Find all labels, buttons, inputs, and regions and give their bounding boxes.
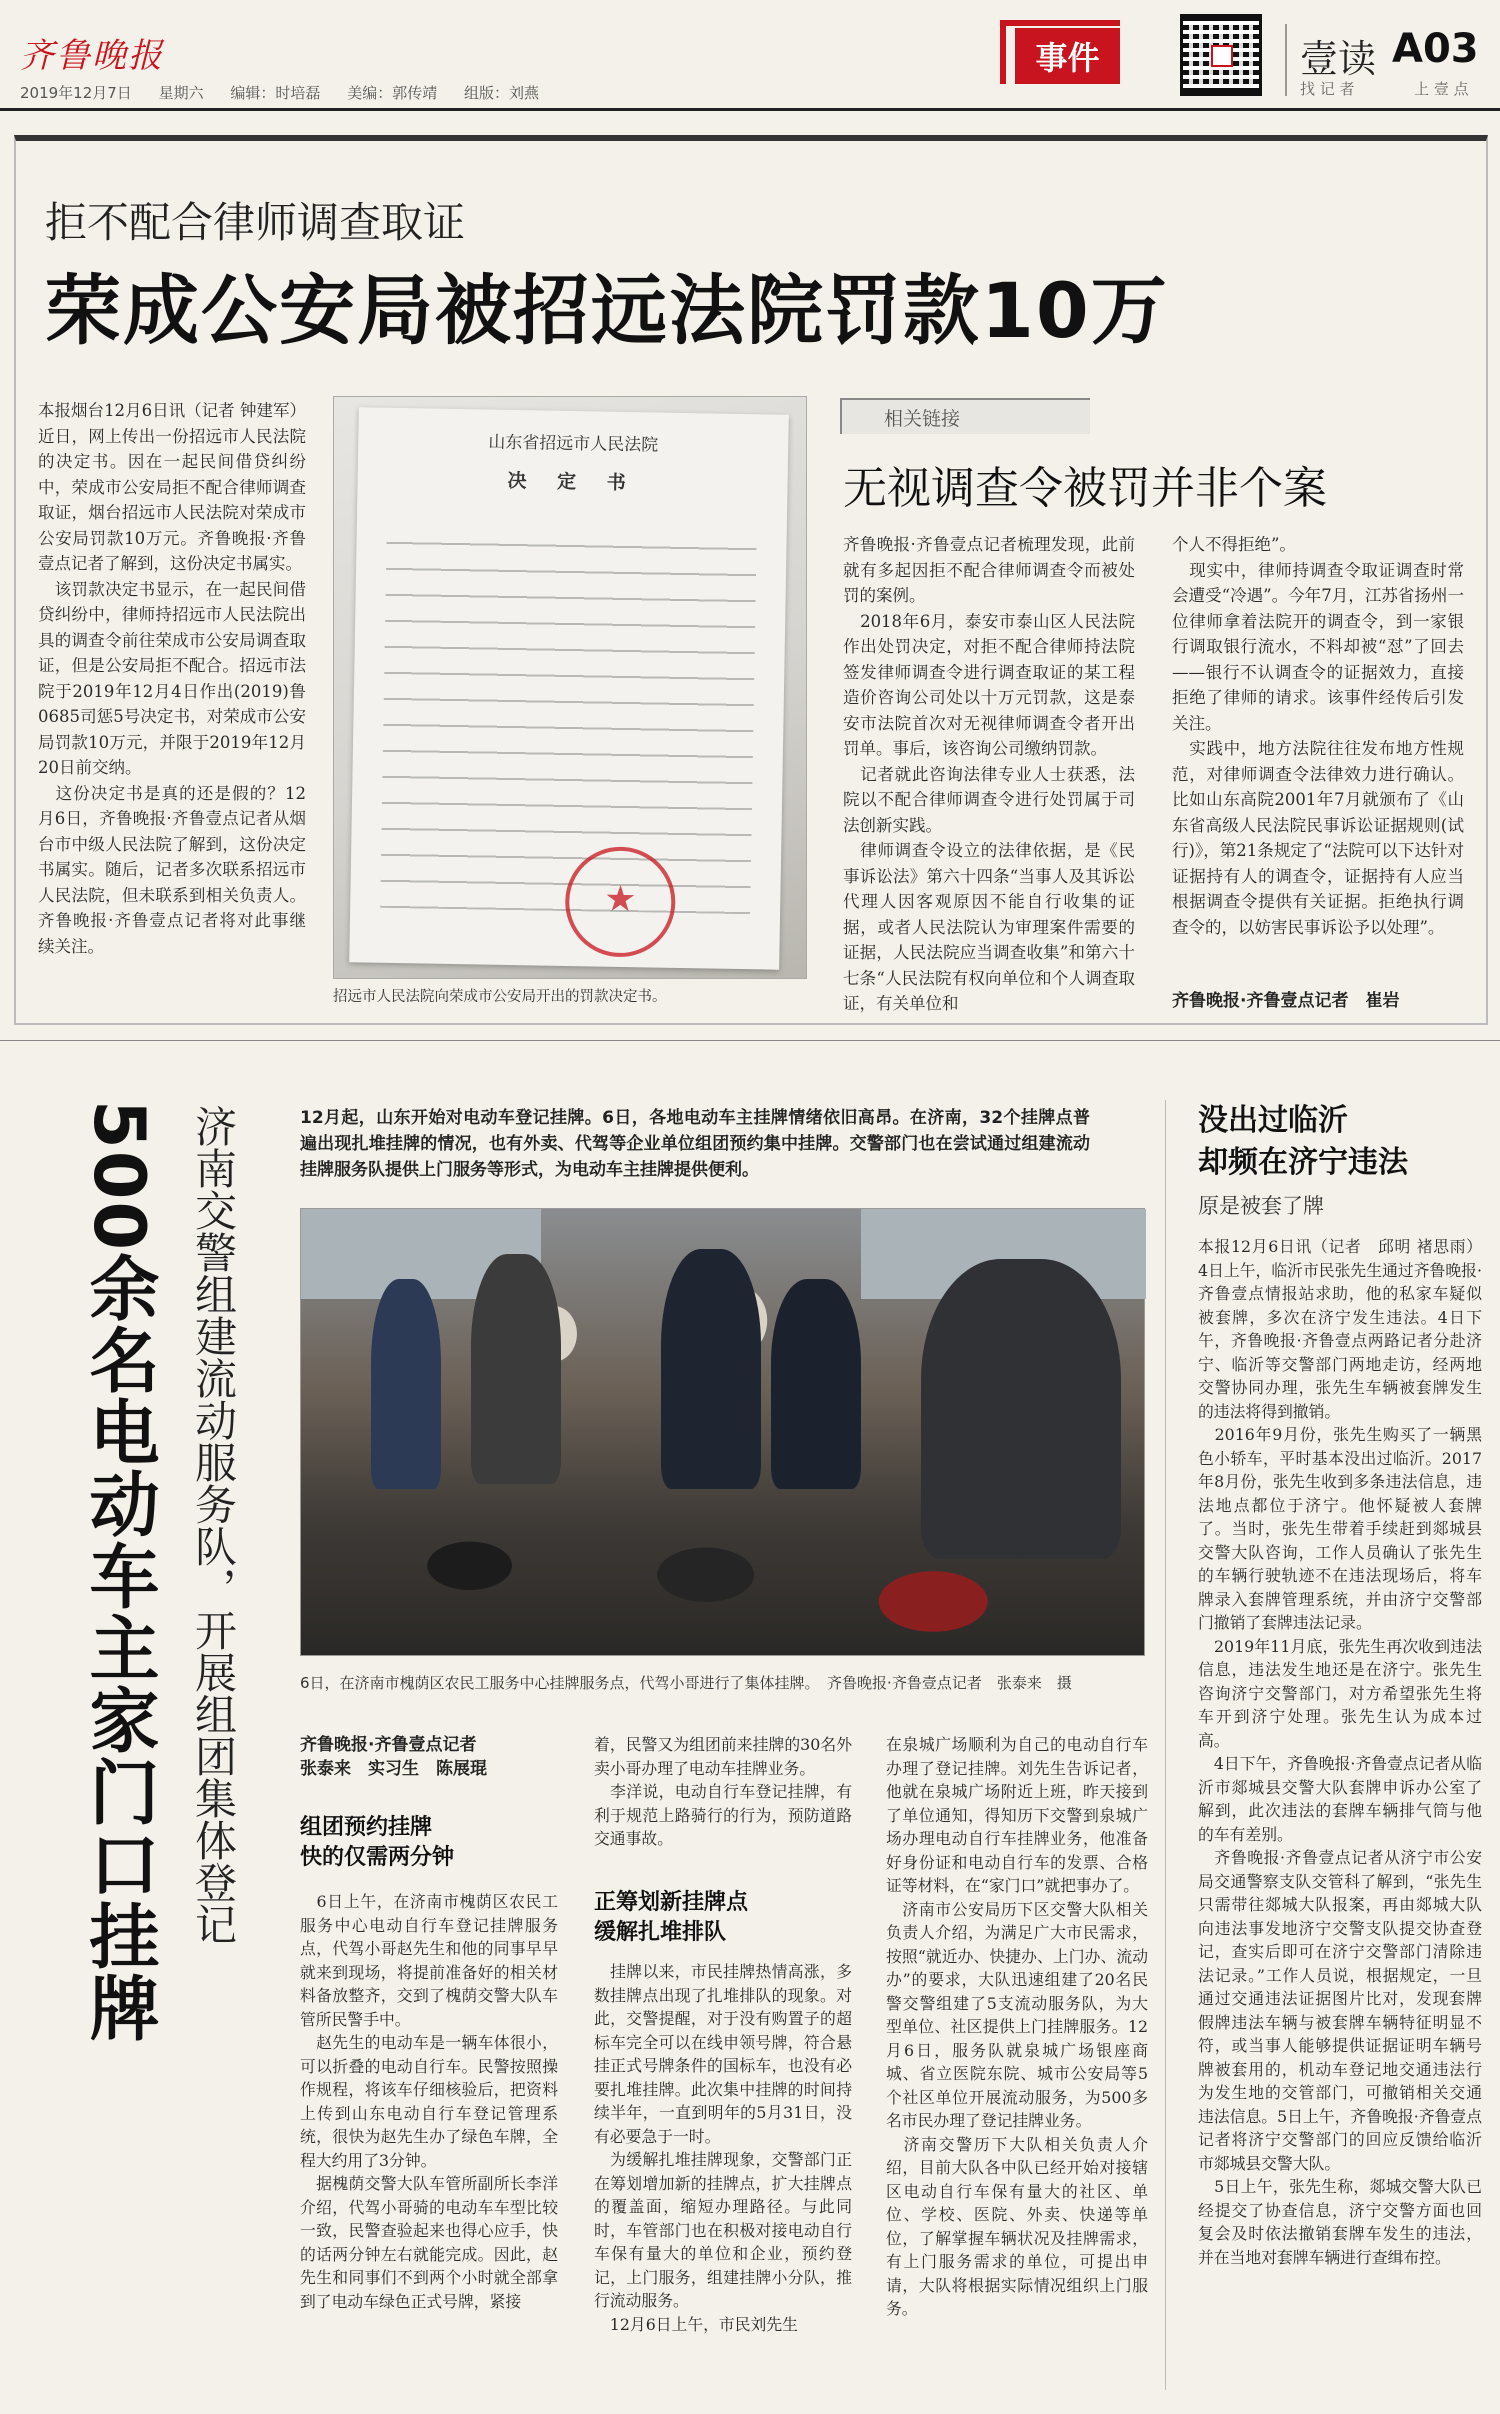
masthead xyxy=(0,0,1500,115)
story3-headline-line-1: 没出过临沂 xyxy=(1198,1103,1348,1138)
story2-byline-outlet: 齐鲁晚报·齐鲁壹点记者 xyxy=(300,1735,477,1755)
art-credit: 美编：郭传靖 xyxy=(347,84,438,102)
story-column-divider xyxy=(1165,1100,1166,2390)
masthead-rule xyxy=(0,108,1500,111)
story3-subheadline: 原是被套了牌 xyxy=(1198,1194,1324,1218)
story2-headline: 500余名电动车主家门口挂牌 xyxy=(78,1100,160,2045)
related-column-1: 齐鲁晚报·齐鲁壹点记者梳理发现，此前就有多起因拒不配合律师调查令而被处罚的案例。 2018年6月，泰安市泰山区人民法院作出处罚决定，对拒不配合律师持法院签发律师调查令进行调查取证的某工程造价咨询公司处以十万元罚款，这是泰安市法院首次对无视律师调查令者开出罚单。事后，该咨询公司缴纳罚款。 记者就此咨询法律专业人士获悉，法院以不配合律师调查令进行处罚属于司法创新实践。 律师调查令设立的法律依据，是《民事诉讼法》第六十四条“当事人及其诉讼代理人因客观原因不能自行收集的证据，或者人民法院认为审理案件需要的证据，人民法院应当调查收集”和第六十七条“人民法院有权向单位和个人调查取证，有关单位和 xyxy=(843,535,1135,1013)
decision-document xyxy=(349,407,789,969)
page-number: A03 xyxy=(1392,26,1479,72)
story2-subhead-1-line-1: 组团预约挂牌 xyxy=(300,1815,433,1840)
document-title: 决 定 书 xyxy=(507,469,638,495)
editor-credit: 编辑：时培磊 xyxy=(230,84,321,102)
story2-subheadline: 济南交警组建流动服务队，开展组团集体登记 xyxy=(189,1105,238,1945)
related-link-tab: 相关链接 xyxy=(840,398,1090,434)
issue-date: 2019年12月7日 xyxy=(20,84,132,102)
story1-column-1: 本报烟台12月6日讯（记者 钟建军） 近日，网上传出一份招远市人民法院的决定书。因在一起民间借贷纠纷中，荣成市公安局拒不配合律师调查取证，烟台招远市人民法院对荣成市公安局罚款10万元。齐鲁晚报·齐鲁壹点记者了解到，这份决定书属实。 该罚款决定书显示，在一起民间借贷纠纷中，律师持招远市人民法院出具的调查令前往荣成市公安局调查取证，但是公安局拒不配合。招远市法院于2019年12月4日作出(2019)鲁0685司惩5号决定书，对荣成市公安局罚款10万元，并限于2019年12月20日前交纳。 这份决定书是真的还是假的？12月6日，齐鲁晚报·齐鲁壹点记者从烟台市中级人民法院了解到，这份决定书属实。随后，记者多次联系招远市人民法院，但未联系到相关负责人。齐鲁晚报·齐鲁壹点记者将对此事继续关注。 xyxy=(38,401,306,956)
related-headline: 无视调查令被罚并非个案 xyxy=(843,463,1327,514)
story2-column-2-bottom: 挂牌以来，市民挂牌热情高涨，多数挂牌点出现了扎堆排队的现象。对此，交警提醒，对于没有购置子的超标车完全可以在线申领号牌，符合悬挂正式号牌条件的国标车，也没有必要扎堆挂牌。此次集中挂牌的时间持续半年，一直到明年的5月31日，没有必要急于一时。 为缓解扎堆挂牌现象，交警部门正在筹划增加新的挂牌点，扩大挂牌点的覆盖面，缩短办理路径。与此同时，车管部门也在积极对接电动自行车保有量大的单位和企业，预约登记，上门服务，组建挂牌小分队，推行流动服务。 12月6日上午，市民刘先生 xyxy=(594,1962,852,2334)
story2-subhead-1 xyxy=(300,1813,454,1873)
qr-code-icon xyxy=(1180,14,1262,96)
related-byline: 齐鲁晚报·齐鲁壹点记者 崔岩 xyxy=(1172,991,1400,1011)
layout-credit: 组版：刘燕 xyxy=(463,84,539,102)
issue-meta xyxy=(20,82,561,103)
story3-body: 本报12月6日讯（记者 邱明 褚思雨） 4日上午，临沂市民张先生通过齐鲁晚报·齐鲁壹点情报站求助，他的私家车疑似被套牌，多次在济宁发生违法。4日下午，齐鲁晚报·齐鲁壹点两路记者分赴济宁、临沂等交警部门两地走访，经两地交警协同办理，张先生车辆被套牌发生的违法将得到撤销。 2016年9月份，张先生购买了一辆黑色小轿车，平时基本没出过临沂。2017年8月份，张先生收到多条违法信息，违法地点都位于济宁。他怀疑被人套牌了。当时，张先生带着手续赶到郯城县交警大队咨询，工作人员确认了张先生的车辆行驶轨迹不在违法现场后，将车牌录入套牌管理系统，并由济宁交警部门撤销了套牌违法记录。 2019年11月底，张先生再次收到违法信息，违法发生地还是在济宁。张先生咨询济宁交警部门，对方希望张先生将车开到济宁处理。张先生认为成本过高。 4日下午，齐鲁晚报·齐鲁壹点记者从临沂市郯城县交警大队套牌申诉办公室了解到，此次违法的套牌车辆排气筒与他的车有差别。 齐鲁晚报·齐鲁壹点记者从济宁市公安局交通警察支队交管科了解到，“张先生只需带往郯城大队报案，再由郯城大队向违法事发地济宁交警支队提交协查登记，查实后即可在济宁交警部门清除违法记录。”工作人员说，根据规定，一旦通过交通违法证据图片比对，发现套牌假牌违法车辆与被套牌车辆特征明显不符，或当事人能够提供证据证明车辆号牌被套用的，机动车登记地交通违法行为发生地的交管部门，可撤销相关交通违法信息。5日上午，齐鲁晚报·齐鲁壹点记者将济宁交警部门的回应反馈给临沂市郯城县交警大队。 5日上午，张先生称，郯城交警大队已经提交了协查信息，济宁交警方面也回复会及时依法撤销套牌车发生的违法，并在当地对套牌车辆进行查缉布控。 xyxy=(1198,1237,1482,2267)
document-court-name: 山东省招远市人民法院 xyxy=(488,432,659,456)
column-name: 壹读 xyxy=(1300,37,1377,81)
story1-headline: 荣成公安局被招远法院罚款10万 xyxy=(45,266,1169,355)
masthead-divider xyxy=(1285,24,1287,96)
column-subtitle-left: 找 记 者 xyxy=(1300,80,1355,98)
column-subtitle xyxy=(1300,78,1469,99)
document-text-lines xyxy=(380,528,757,914)
story2-column-1: 6日上午，在济南市槐荫区农民工服务中心电动自行车登记挂牌服务点，代驾小哥赵先生和他的同事早早就来到现场，将提前准备好的相关材料备放整齐，交到了槐荫交警大队车管所民警手中。 赵先生的电动车是一辆车体很小，可以折叠的电动自行车。民警按照操作规程，将该车仔细核验后，把资料上传到山东电动自行车登记管理系统，很快为赵先生办了绿色车牌，全程大约用了3分钟。 据槐荫交警大队车管所副所长李洋介绍，代驾小哥骑的电动车车型比较一致，民警查验起来也得心应手，快的话两分钟左右就能完成。因此，赵先生和同事们不到两个小时就全部拿到了电动车绿色正式号牌，紧接 xyxy=(300,1892,558,2311)
newspaper-logo: 齐鲁晚报 xyxy=(20,36,164,76)
story2-byline xyxy=(300,1733,487,1781)
column-subtitle-right: 上 壹 点 xyxy=(1414,80,1469,98)
issue-weekday: 星期六 xyxy=(158,84,204,102)
photo2-caption: 6日，在济南市槐荫区农民工服务中心挂牌服务点，代驾小哥进行了集体挂牌。 齐鲁晚报·齐鲁壹点记者 张泰来 摄 xyxy=(300,1674,1072,1692)
photo1-caption: 招远市人民法院向荣成市公安局开出的罚款决定书。 xyxy=(333,989,667,1005)
story1-kicker: 拒不配合律师调查取证 xyxy=(45,198,466,247)
story2-subhead-2-line-1: 正筹划新挂牌点 xyxy=(594,1890,749,1915)
court-decision-photo xyxy=(333,396,807,979)
story2-column-2-top xyxy=(594,1733,852,1873)
story3-headline-line-2: 却频在济宁违法 xyxy=(1198,1145,1408,1180)
related-column-2: 个人不得拒绝”。 现实中，律师持调查令取证调查时常会遭受“冷遇”。今年7月，江苏省扬州一位律师拿着法院开的调查令，到一家银行调取银行流水，不料却被“怼”了回去——银行不认调查令的证据效力，直接拒绝了律师的请求。该事件经传后引发关注。 实践中，地方法院往往发布地方性规范，对律师调查令法律效力进行确认。比如山东高院2001年7月就颁布了《山东省高级人民法院民事诉讼证据规则(试行)》，第21条规定了“法院可以下达针对证据持有人的调查令，证据持有人应当根据调查令提供有关证据。拒绝执行调查令的，以妨害民事诉讼予以处理”。 xyxy=(1172,535,1464,937)
story2-byline-names: 张泰来 实习生 陈展琨 xyxy=(300,1759,487,1779)
registration-scene-photo xyxy=(300,1208,1145,1656)
story2-column-2-text: 着，民警又为组团前来挂牌的30名外卖小哥办理了电动车挂牌业务。 李洋说，电动自行车登记挂牌，有利于规范上路骑行的行为，预防道路交通事故。 xyxy=(594,1735,852,1848)
section-tag: 事件 xyxy=(1015,28,1120,84)
story2-subhead-1-line-2: 快的仅需两分钟 xyxy=(300,1845,455,1870)
story2-subhead-2-line-2: 缓解扎堆排队 xyxy=(594,1920,727,1945)
story2-column-3: 在泉城广场顺利为自己的电动自行车办理了登记挂牌。刘先生告诉记者，他就在泉城广场附近上班，昨天接到了单位通知，得知历下交警到泉城广场办理电动自行车挂牌业务，他准备好身份证和电动自行车的发票、合格证等材料，在“家门口”就把事办了。 济南市公安局历下区交警大队相关负责人介绍，为满足广大市民需求，按照“就近办、快捷办、上门办、流动办”的要求，大队迅速组建了20名民警交警组建了5支流动服务队，为大型单位、社区提供上门挂牌服务。12月6日，服务队就泉城广场银座商城、省立医院东院、城市公安局等5个社区单位开展流动服务，为500多名市民办理了登记挂牌业务。 济南交警历下大队相关负责人介绍，目前大队各中队已经开始对接辖区电动自行车保有量大的社区、单位、学校、医院、外卖、快递等单位，了解掌握车辆状况及挂牌需求，有上门服务需求的单位，可提出申请，大队将根据实际情况组织上门服务。 xyxy=(886,1735,1148,2318)
story3-headline xyxy=(1198,1100,1408,1184)
court-seal-icon xyxy=(564,846,676,958)
story2-subhead-2 xyxy=(594,1888,748,1948)
story2-intro: 12月起，山东开始对电动车登记挂牌。6日，各地电动车主挂牌情绪依旧高昂。在济南，32个挂牌点普遍出现扎堆挂牌的情况，也有外卖、代驾等企业单位组团预约集中挂牌。交警部门也在尝试通过组建流动挂牌服务队提供上门服务等形式，为电动车主挂牌提供便利。 xyxy=(300,1108,1090,1180)
story-separator xyxy=(0,1040,1500,1041)
